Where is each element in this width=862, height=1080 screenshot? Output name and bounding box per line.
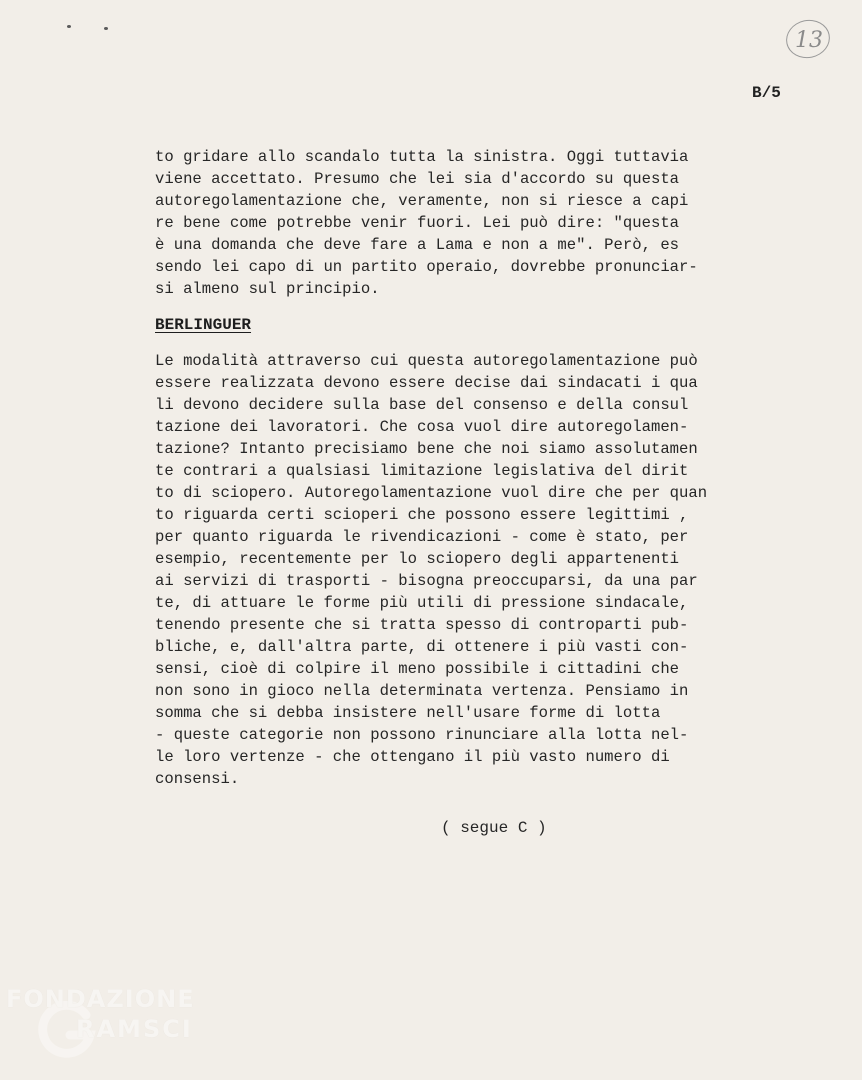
question-paragraph (155, 146, 795, 300)
watermark-text: FONDAZIONE (6, 985, 195, 1013)
text-line: sensi, cioè di colpire il meno possibile i cittadini che (155, 660, 680, 678)
text-line: bliche, e, dall'altra parte, di ottenere i più vasti con- (155, 638, 689, 656)
text-line: ai servizi di trasporti - bisogna preoccuparsi, da una par (155, 572, 698, 590)
text-line: re bene come potrebbe venir fuori. Lei può dire: "questa (155, 214, 680, 232)
text-line: Le modalità attraverso cui questa autoregolamentazione può (155, 352, 698, 370)
text-line: te, di attuare le forme più utili di pressione sindacale, (155, 594, 689, 612)
text-line: li devono decidere sulla base del consenso e della consul (155, 396, 689, 414)
text-line: le loro vertenze - che ottengano il più vasto numero di (155, 748, 670, 766)
continuation-note: ( segue C ) (441, 819, 547, 837)
text-line: per quanto riguarda le rivendicazioni - come è stato, per (155, 528, 689, 546)
text-line: tazione dei lavoratori. Che cosa vuol dire autoregolamen- (155, 418, 689, 436)
text-line: somma che si debba insistere nell'usare forme di lotta (155, 704, 661, 722)
text-line: autoregolamentazione che, veramente, non si riesce a capi (155, 192, 689, 210)
watermark-text: RAMSCI (76, 1015, 193, 1043)
text-line: sendo lei capo di un partito operaio, dovrebbe pronunciar- (155, 258, 698, 276)
dot-icon (67, 25, 71, 28)
folio-stamp (786, 20, 832, 60)
text-line: consensi. (155, 770, 240, 788)
text-line: non sono in gioco nella determinata vertenza. Pensiamo in (155, 682, 689, 700)
text-line: essere realizzata devono essere decise dai sindacati i qua (155, 374, 698, 392)
text-line: - queste categorie non possono rinunciare alla lotta nel- (155, 726, 689, 744)
text-line: to gridare allo scandalo tutta la sinistra. Oggi tuttavia (155, 148, 689, 166)
answer-paragraph (155, 350, 795, 790)
text-line: te contrari a qualsiasi limitazione legislativa del dirit (155, 462, 689, 480)
dot-icon (104, 27, 108, 30)
archive-watermark (6, 985, 216, 1075)
text-line: è una domanda che deve fare a Lama e non a me". Però, es (155, 236, 680, 254)
text-line: to di sciopero. Autoregolamentazione vuol dire che per quan (155, 484, 708, 502)
text-line: to riguarda certi scioperi che possono essere legittimi , (155, 506, 689, 524)
text-line: viene accettato. Presumo che lei sia d'accordo su questa (155, 170, 680, 188)
section-reference: B/5 (752, 84, 781, 102)
text-line: esempio, recentemente per lo sciopero degli appartenenti (155, 550, 680, 568)
text-line: tazione? Intanto precisiamo bene che noi siamo assolutamen (155, 440, 698, 458)
text-line: si almeno sul principio. (155, 280, 380, 298)
text-line: tenendo presente che si tratta spesso di controparti pub- (155, 616, 689, 634)
speaker-name: BERLINGUER (155, 316, 252, 334)
folio-number: 13 (795, 27, 823, 53)
